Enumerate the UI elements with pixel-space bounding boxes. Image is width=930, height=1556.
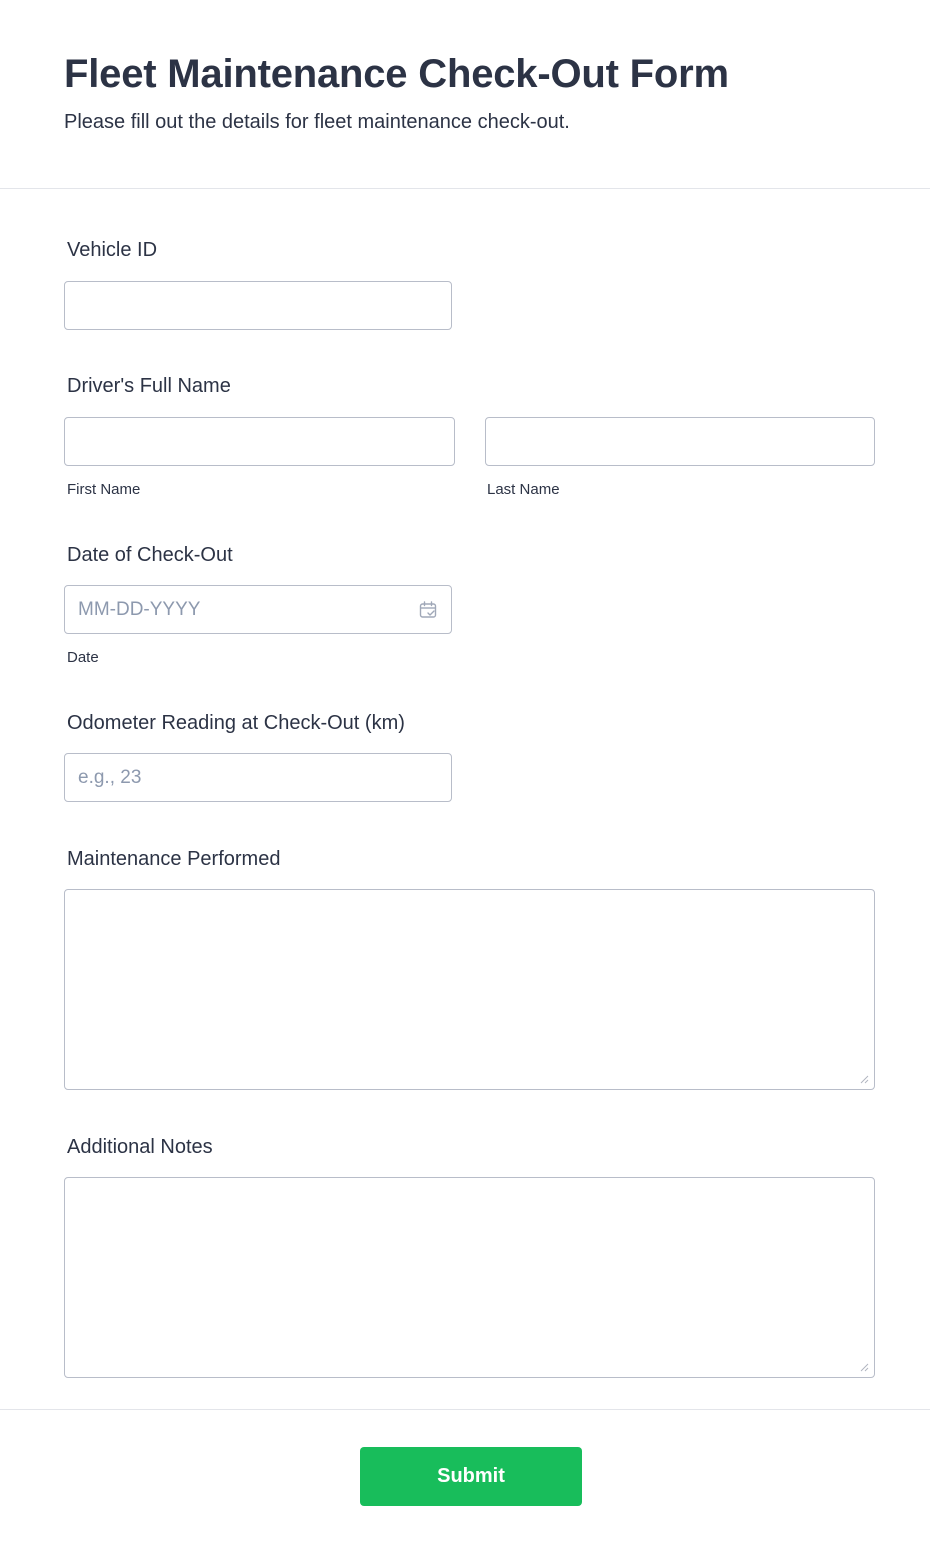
first-name-input[interactable] <box>65 418 454 465</box>
maintenance-label: Maintenance Performed <box>67 848 281 870</box>
checkout-date-input[interactable] <box>65 586 451 633</box>
last-name-field[interactable] <box>485 417 875 466</box>
odometer-input[interactable] <box>65 754 451 801</box>
resize-grip-icon[interactable] <box>860 1075 869 1084</box>
odometer-field[interactable] <box>64 753 452 802</box>
notes-textarea[interactable] <box>65 1178 874 1377</box>
form-subtitle: Please fill out the details for fleet maintenance check-out. <box>64 111 570 133</box>
notes-field[interactable] <box>64 1177 875 1378</box>
last-name-sublabel: Last Name <box>487 481 560 498</box>
odometer-label: Odometer Reading at Check-Out (km) <box>67 712 405 734</box>
driver-name-label: Driver's Full Name <box>67 375 231 397</box>
first-name-field[interactable] <box>64 417 455 466</box>
last-name-input[interactable] <box>486 418 874 465</box>
maintenance-field[interactable] <box>64 889 875 1090</box>
vehicle-id-field[interactable] <box>64 281 452 330</box>
form-header <box>0 0 930 189</box>
checkout-date-label: Date of Check-Out <box>67 544 233 566</box>
vehicle-id-input[interactable] <box>65 282 451 329</box>
vehicle-id-label: Vehicle ID <box>67 239 158 261</box>
first-name-sublabel: First Name <box>67 481 141 498</box>
date-sublabel: Date <box>67 649 99 666</box>
form-title: Fleet Maintenance Check-Out Form <box>64 52 729 96</box>
maintenance-textarea[interactable] <box>65 890 874 1089</box>
notes-label: Additional Notes <box>67 1136 213 1158</box>
resize-grip-icon[interactable] <box>860 1363 869 1372</box>
calendar-icon[interactable] <box>419 601 437 619</box>
submit-button[interactable]: Submit <box>360 1447 582 1506</box>
checkout-date-field[interactable] <box>64 585 452 634</box>
